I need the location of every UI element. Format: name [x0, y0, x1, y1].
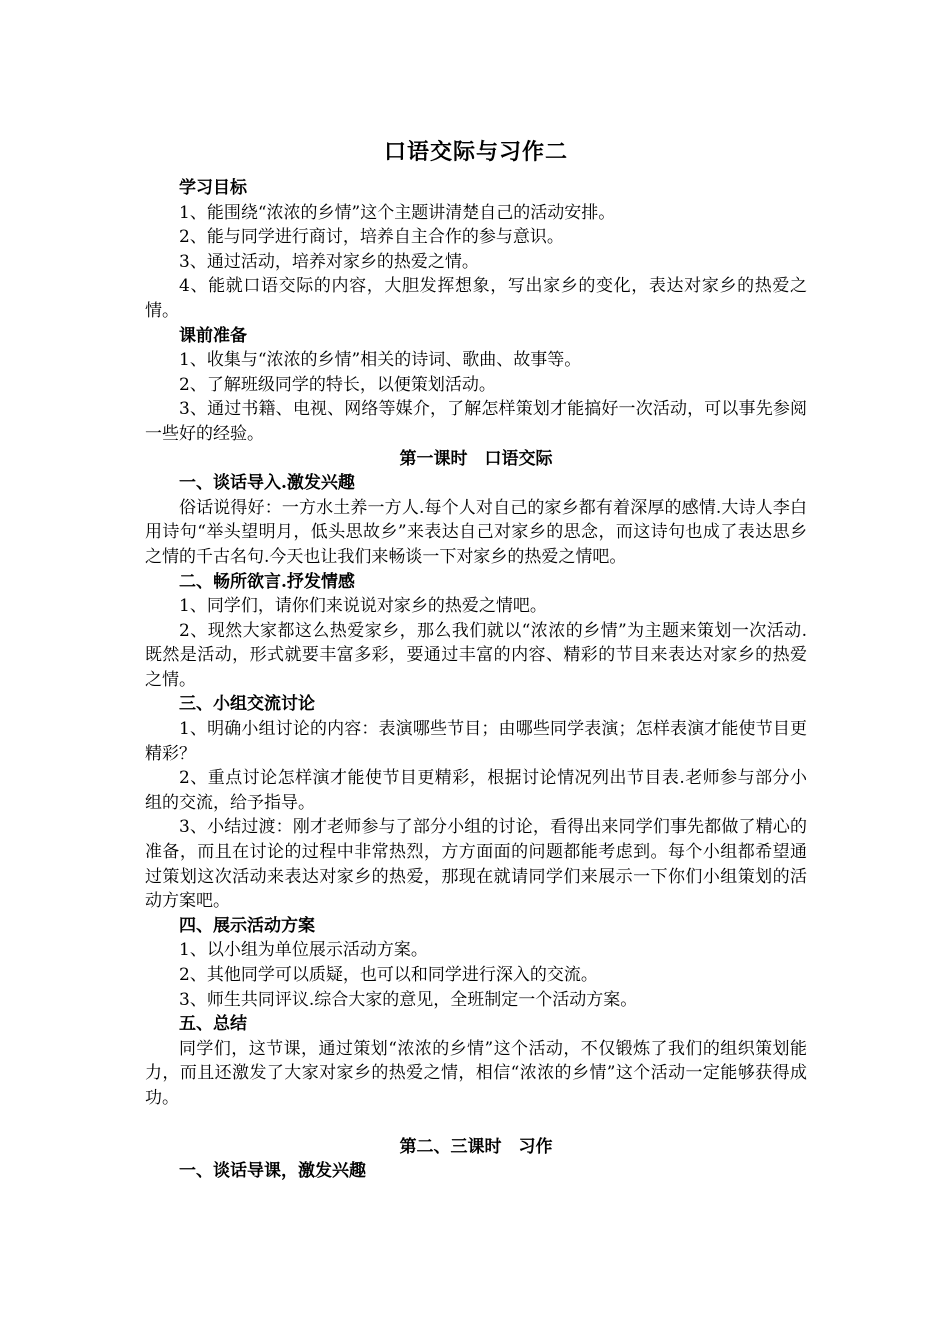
section-item: 1、以小组为单位展示活动方案。 — [179, 940, 428, 961]
document-page — [145, 136, 807, 1184]
lesson2-heading: 第二、三课时 习作 — [399, 1136, 553, 1157]
goal-item: 4、能就口语交际的内容，大胆发挥想象，写出家乡的变化，表达对家乡的热爱之情。 — [145, 276, 807, 321]
goal-item: 3、通过活动，培养对家乡的热爱之情。 — [179, 251, 479, 272]
spacer — [145, 1111, 807, 1135]
section-paragraph: 同学们，这节课，通过策划“浓浓的乡情”这个活动，不仅锻炼了我们的组织策划能力，而且还激发了大家对家乡的热爱之情，相信“浓浓的乡情”这个活动一定能够获得成功。 — [145, 1038, 807, 1108]
section-heading: 五、总结 — [179, 1014, 247, 1035]
section-paragraph: 俗话说得好：一方水土养一方人.每个人对自己的家乡都有着深厚的感情.大诗人李白用诗句“举头望明月，低头思故乡”来表达自己对家乡的思念，而这诗句也成了表达思乡之情的千古名句.今天也让我们来畅谈一下对家乡的热爱之情吧。 — [145, 497, 807, 567]
goals-heading: 学习目标 — [179, 178, 247, 198]
document-title: 口语交际与习作二 — [383, 139, 568, 165]
section-heading: 四、展示活动方案 — [179, 915, 315, 936]
section-item: 1、同学们，请你们来说说对家乡的热爱之情吧。 — [179, 596, 547, 617]
prep-heading: 课前准备 — [179, 325, 247, 346]
goal-item: 1、能围绕“浓浓的乡情”这个主题讲清楚自己的活动安排。 — [179, 202, 616, 223]
lesson1-heading: 第一课时 口语交际 — [399, 448, 553, 469]
section-heading: 三、小组交流讨论 — [179, 694, 315, 715]
section-item: 2、现然大家都这么热爱家乡，那么我们就以“浓浓的乡情”为主题来策划一次活动.既然是活动，形式就要丰富多彩，要通过丰富的内容、精彩的节目来表达对家乡的热爱之情。 — [145, 620, 807, 690]
prep-item: 2、了解班级同学的特长，以便策划活动。 — [179, 374, 496, 395]
section-heading: 一、谈话导入.激发兴趣 — [179, 473, 355, 494]
prep-item: 1、收集与“浓浓的乡情”相关的诗词、歌曲、故事等。 — [179, 350, 582, 371]
section-heading: 一、谈话导课，激发兴趣 — [179, 1161, 366, 1182]
section-item: 3、师生共同评议.综合大家的意见，全班制定一个活动方案。 — [179, 989, 638, 1010]
section-item: 2、其他同学可以质疑，也可以和同学进行深入的交流。 — [179, 965, 598, 985]
section-item: 1、明确小组讨论的内容：表演哪些节目；由哪些同学表演；怎样表演才能使节目更精彩？ — [145, 719, 807, 764]
section-item: 2、重点讨论怎样演才能使节目更精彩，根据讨论情况列出节目表.老师参与部分小组的交流，给予指导。 — [145, 768, 807, 813]
prep-item: 3、通过书籍、电视、网络等媒介，了解怎样策划才能搞好一次活动，可以事先参阅一些好的经验。 — [145, 399, 807, 444]
section-heading: 二、畅所欲言.抒发情感 — [179, 571, 355, 592]
section-item: 3、小结过渡：刚才老师参与了部分小组的讨论，看得出来同学们事先都做了精心的准备，而且在讨论的过程中非常热烈，方方面面的问题都能考虑到。每个小组都希望通过策划这次活动来表达对家乡的热爱，那现在就请同学们来展示一下你们小组策划的活动方案吧。 — [145, 817, 807, 912]
goal-item: 2、能与同学进行商讨，培养自主合作的参与意识。 — [179, 227, 564, 248]
